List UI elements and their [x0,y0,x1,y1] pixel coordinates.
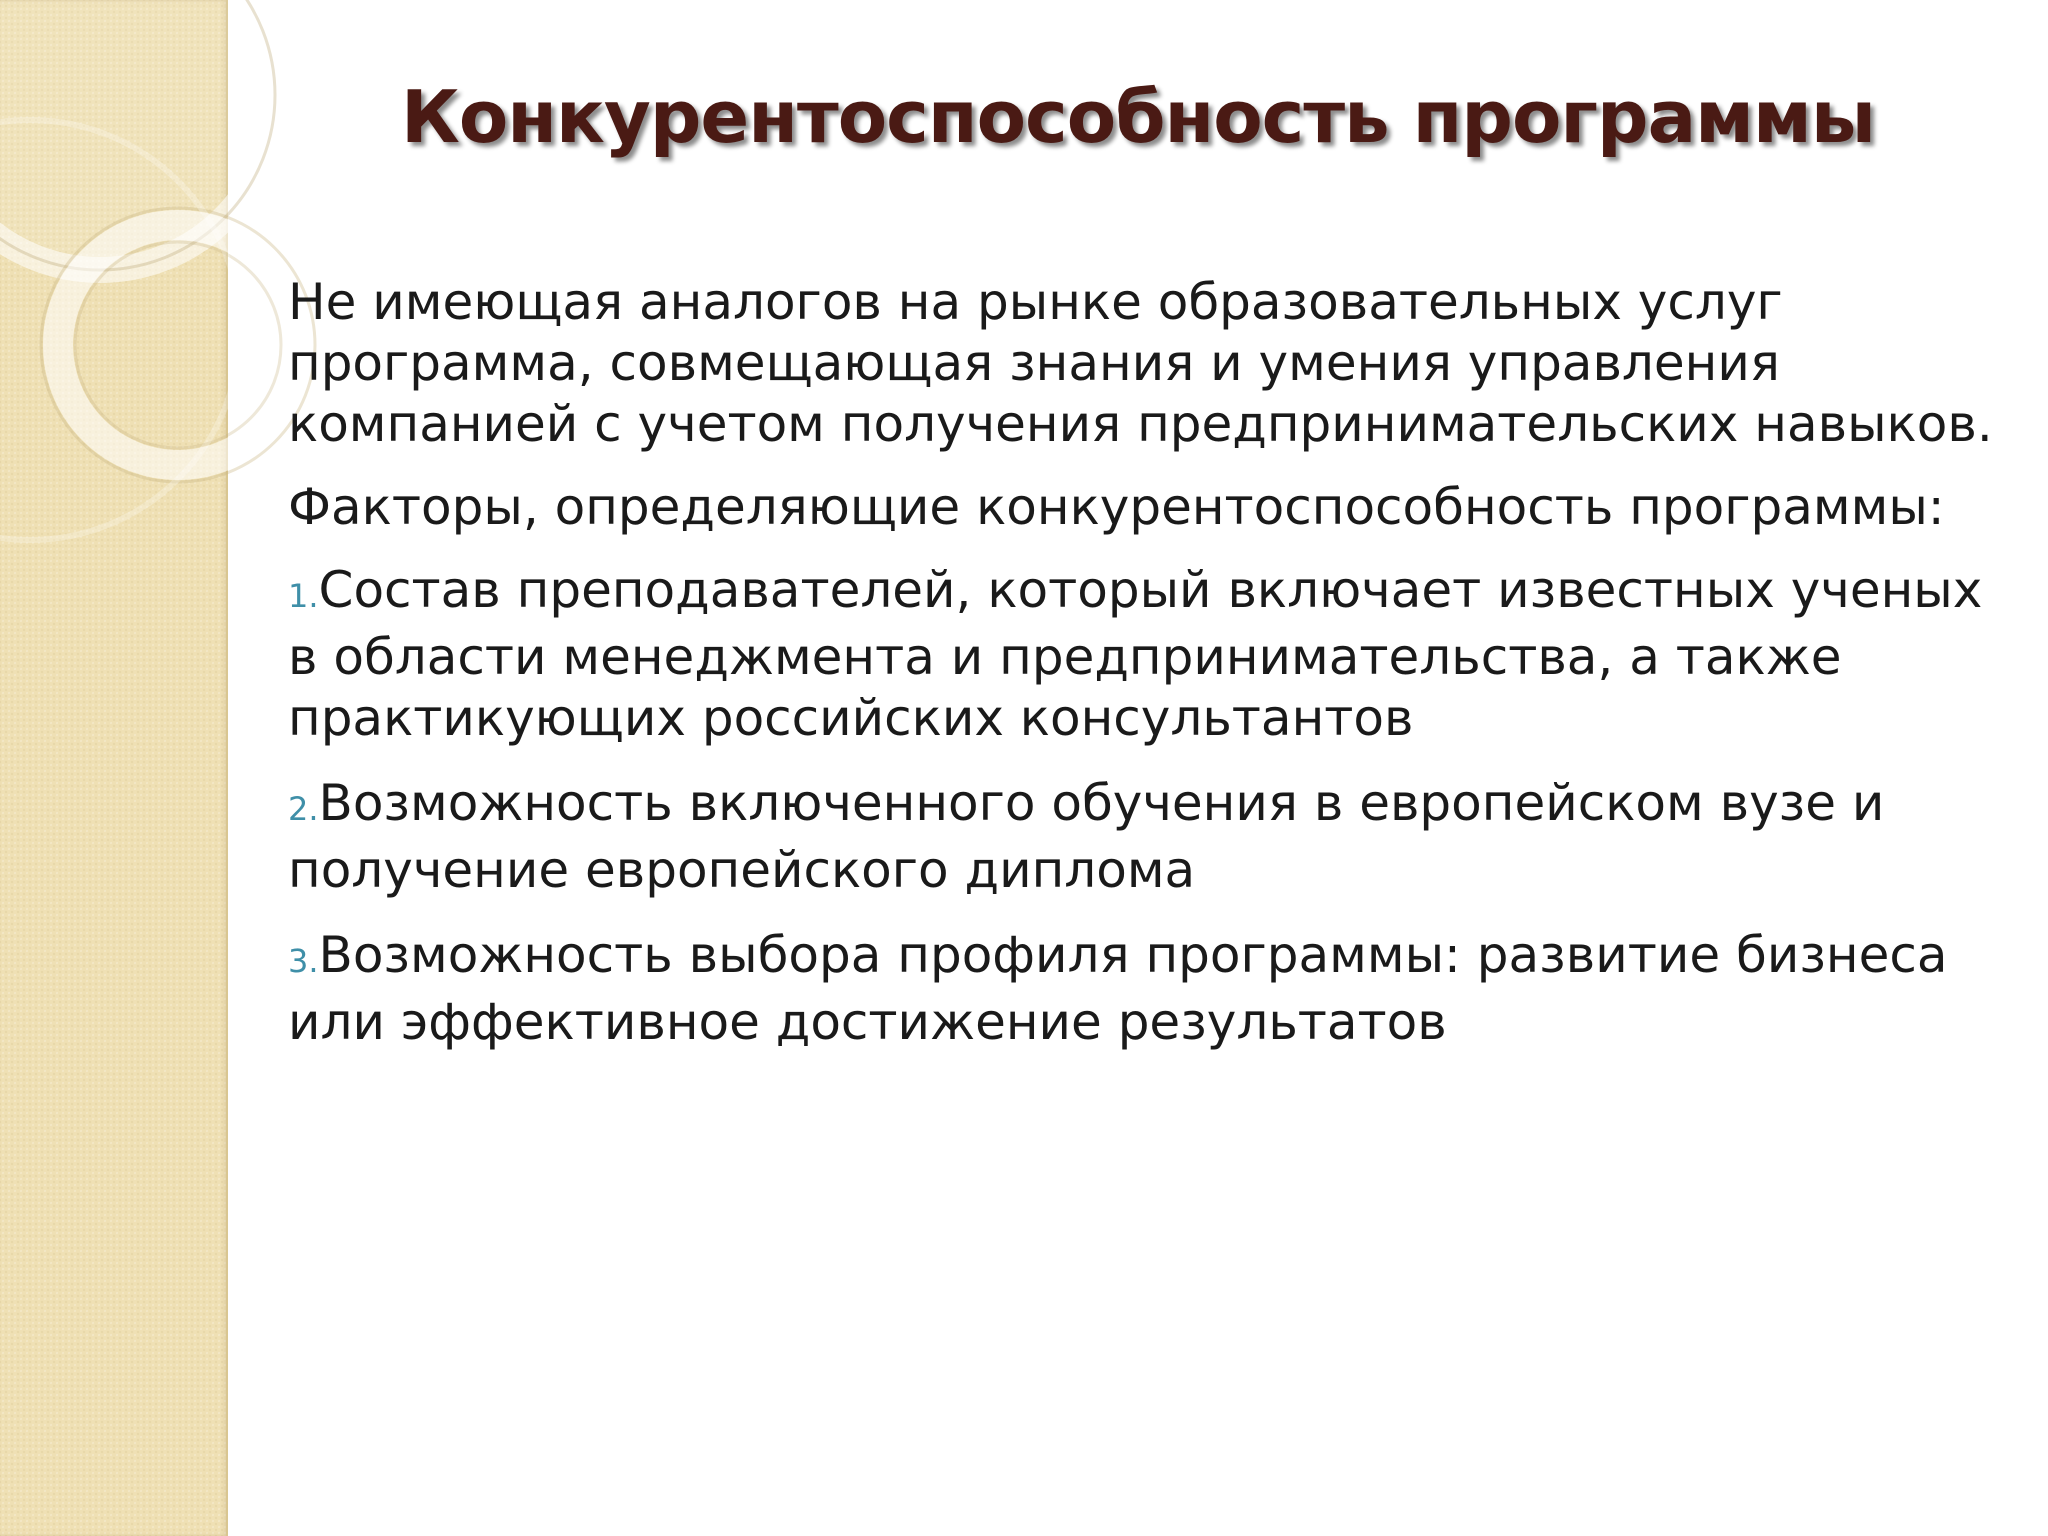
list-item-text: Состав преподавателей, который включает известных ученых в области менеджмента и предпринимательства, а также практикующих российских консультантов [288,561,1983,747]
intro-paragraph: Не имеющая аналогов на рынке образовательных услуг программа, совмещающая знания и умения управления компанией с учетом получения предпринимательских навыков. [288,273,1993,453]
list-item-text: Возможность выбора профиля программы: развитие бизнеса или эффективное достижение результатов [288,926,1948,1051]
decorative-sidebar [0,0,228,1536]
slide-title: Конкурентоспособность программы [400,75,1875,159]
sidebar-divider [226,0,228,1536]
list-item [288,773,2008,901]
list-item-text: Возможность включенного обучения в европейском вузе и получение европейского диплома [288,774,1885,899]
list-number: 3. [288,942,319,980]
list-number: 2. [288,790,319,828]
slide-body [288,272,2008,1077]
list-item [288,560,2008,749]
list-number: 1. [288,577,319,615]
list-item [288,925,2008,1053]
factors-heading: Факторы, определяющие конкурентоспособность программы: [288,478,1945,536]
